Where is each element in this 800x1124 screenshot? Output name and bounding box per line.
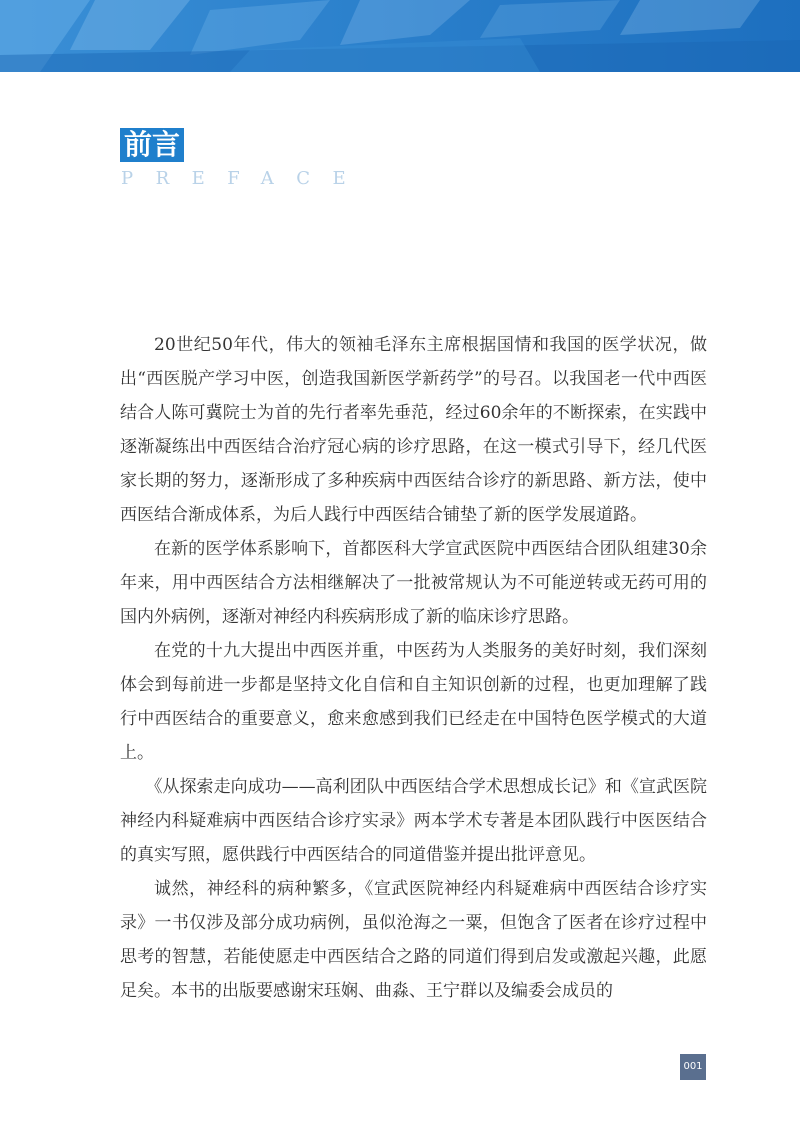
- header-decorative-band: [0, 0, 800, 72]
- paragraph: 诚然，神经科的病种繁多，《宣武医院神经内科疑难病中西医结合诊疗实录》一书仅涉及部分成功病例，虽似沧海之一粟，但饱含了医者在诊疗过程中思考的智慧，若能使愿走中西医结合之路的同道们得到启发或激起兴趣，此愿足矣。本书的出版要感谢宋珏娴、曲淼、王宁群以及编委会成员的: [120, 879, 707, 1001]
- paragraph: 20世纪50年代，伟大的领袖毛泽东主席根据国情和我国的医学状况，做出“西医脱产学习中医，创造我国新医学新药学”的号召。以我国老一代中西医结合人陈可冀院士为首的先行者率先垂范，经过60余年的不断探索，在实践中逐渐凝练出中西医结合治疗冠心病的诊疗思路，在这一模式引导下，经几代医家长期的努力，逐渐形成了多种疾病中西医结合诊疗的新思路、新方法，使中西医结合渐成体系，为后人践行中西医结合铺垫了新的医学发展道路。: [120, 335, 707, 525]
- page-title: 前言: [120, 128, 184, 162]
- header-pattern: [0, 0, 800, 72]
- page-number: 001: [680, 1054, 706, 1080]
- page-subtitle: PREFACE: [121, 168, 369, 189]
- preface-body: [120, 328, 707, 1008]
- paragraph: 在党的十九大提出中西医并重，中医药为人类服务的美好时刻，我们深刻体会到每前进一步都是坚持文化自信和自主知识创新的过程，也更加理解了践行中西医结合的重要意义，愈来愈感到我们已经走在中国特色医学模式的大道上。: [120, 641, 707, 763]
- paragraph: 在新的医学体系影响下，首都医科大学宣武医院中西医结合团队组建30余年来，用中西医结合方法相继解决了一批被常规认为不可能逆转或无药可用的国内外病例，逐渐对神经内科疾病形成了新的临床诊疗思路。: [120, 539, 707, 627]
- paragraph: 《从探索走向成功——高利团队中西医结合学术思想成长记》和《宣武医院神经内科疑难病中西医结合诊疗实录》两本学术专著是本团队践行中医医结合的真实写照，愿供践行中西医结合的同道借鉴并提出批评意见。: [120, 777, 707, 865]
